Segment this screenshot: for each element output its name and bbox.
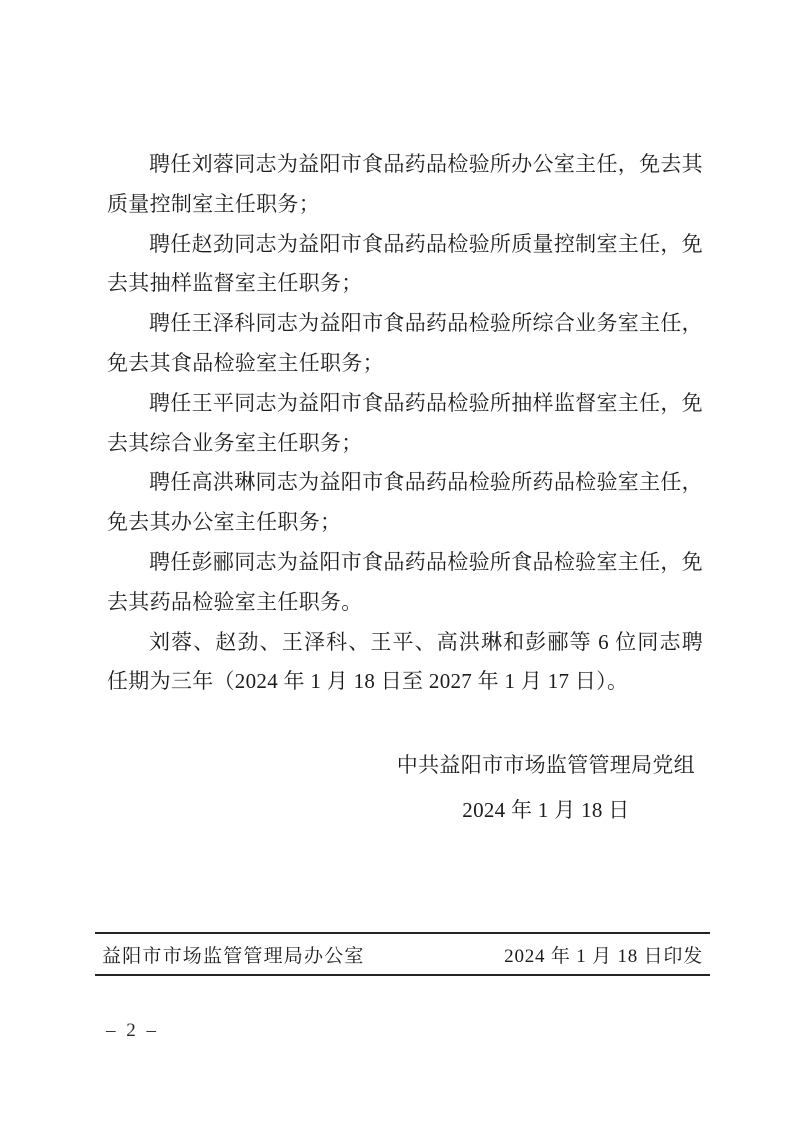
body-paragraph-appointment-liu-rong: 聘任刘蓉同志为益阳市食品药品检验所办公室主任，免去其质量控制室主任职务； (107, 152, 703, 216)
body-paragraph-term: 刘蓉、赵劲、王泽科、王平、高洪琳和彭郦等 6 位同志聘任期为三年（2024 年 1 月 18 日至 2027 年 1 月 17 日）。 (107, 629, 703, 694)
page-number: – 2 – (106, 1020, 159, 1041)
body-paragraph-appointment-zhao-jin: 聘任赵劲同志为益阳市食品药品检验所质量控制室主任，免去其抽样监督室主任职务； (107, 231, 703, 296)
body-paragraph-appointment-gao-honglin: 聘任高洪琳同志为益阳市食品药品检验所药品检验室主任，免去其办公室主任职务； (107, 470, 703, 535)
body-paragraph-appointment-peng-li: 聘任彭郦同志为益阳市食品药品检验所食品检验室主任，免去其药品检验室主任职务。 (107, 549, 703, 614)
body-paragraph-appointment-wang-ping: 聘任王平同志为益阳市食品药品检验所抽样监督室主任，免去其综合业务室主任职务； (107, 390, 703, 455)
signature-org: 中共益阳市市场监管管理局党组 (396, 753, 695, 777)
colophon-print-date: 2024 年 1 月 18 日印发 (504, 945, 703, 967)
signature-date: 2024 年 1 月 18 日 (462, 798, 630, 822)
body-paragraph-appointment-wang-zeke: 聘任王泽科同志为益阳市食品药品检验所综合业务室主任，免去其食品检验室主任职务； (107, 311, 703, 375)
signature-block (397, 743, 695, 833)
document-body (107, 145, 703, 702)
colophon-issuer: 益阳市市场监管管理局办公室 (102, 945, 365, 967)
colophon-bar (95, 932, 710, 976)
